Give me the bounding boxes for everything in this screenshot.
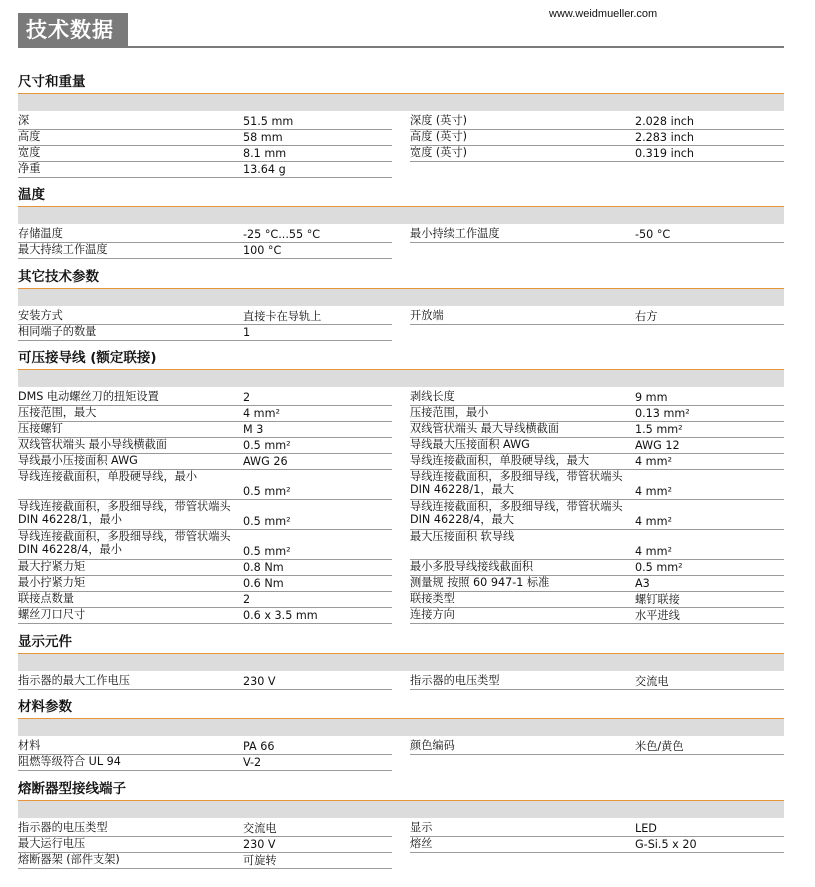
spec-value: 4 mm²: [635, 484, 672, 498]
spec-cell-right: [410, 560, 784, 576]
spec-cell-right: [410, 608, 784, 624]
section-band: [18, 289, 784, 306]
spec-section: [18, 347, 784, 624]
spec-label: 联接类型: [410, 592, 455, 605]
spec-value: G-Si.5 x 20: [635, 837, 697, 851]
spec-cell-right: [410, 406, 784, 422]
spec-cell-left: [18, 821, 392, 837]
spec-value: 交流电: [243, 821, 277, 835]
spec-value: 可旋转: [243, 853, 277, 867]
spec-section: [18, 696, 784, 771]
spec-value: -50 °C: [635, 227, 671, 241]
spec-value: 230 V: [243, 674, 276, 688]
spec-value: 0.6 Nm: [243, 576, 284, 590]
spec-cell-right: [410, 114, 784, 130]
spec-cell-right: [410, 438, 784, 454]
section-band: [18, 801, 784, 818]
spec-cell-left: [18, 422, 392, 438]
spec-value: 9 mm: [635, 390, 668, 404]
section-title: 显示元件: [18, 631, 784, 654]
spec-cell-right: [410, 146, 784, 162]
spec-label: 双线管状端头 最大导线横截面: [410, 422, 559, 435]
section-title: 材料参数: [18, 696, 784, 719]
website-url[interactable]: www.weidmueller.com: [549, 8, 658, 20]
spec-label: 安装方式: [18, 309, 63, 322]
spec-value: LED: [635, 821, 657, 835]
spec-cell-left: [18, 530, 392, 560]
spec-label: 熔断器架 (部件支架): [18, 853, 120, 866]
spec-value: 58 mm: [243, 130, 283, 144]
spec-label: 压接范围，最大: [18, 406, 97, 419]
spec-label: 宽度 (英寸): [410, 146, 468, 159]
spec-row: [18, 162, 784, 178]
spec-label: 相同端子的数量: [18, 325, 97, 338]
spec-cell-right: [410, 162, 784, 178]
spec-label: 显示: [410, 821, 433, 834]
spec-row: [18, 454, 784, 470]
spec-row: [18, 406, 784, 422]
spec-cell-right: [410, 130, 784, 146]
spec-cell-right: [410, 243, 784, 259]
spec-cell-left: [18, 406, 392, 422]
spec-cell-left: [18, 674, 392, 690]
spec-label: 最大压接面积 软导线: [410, 530, 515, 543]
spec-cell-left: [18, 162, 392, 178]
section-band: [18, 719, 784, 736]
spec-row: [18, 114, 784, 130]
spec-row: [18, 576, 784, 592]
spec-label: 熔丝: [410, 837, 433, 850]
spec-section: [18, 778, 784, 869]
spec-cell-left: [18, 470, 392, 500]
spec-value: 0.5 mm²: [243, 544, 291, 558]
spec-label: 最小拧紧力矩: [18, 576, 86, 589]
spec-row: [18, 674, 784, 690]
spec-value: 直接卡在导轨上: [243, 309, 322, 323]
spec-label: 导线连接截面积，多股细导线，带管状端头 DIN 46228/1，最大: [410, 470, 623, 496]
spec-label: 导线最小压接面积 AWG: [18, 454, 138, 467]
spec-cell-right: [410, 227, 784, 243]
spec-value: PA 66: [243, 739, 275, 753]
spec-cell-left: [18, 592, 392, 608]
spec-value: 0.5 mm²: [243, 514, 291, 528]
spec-row: [18, 821, 784, 837]
spec-label: 测量规 按照 60 947-1 标准: [410, 576, 550, 589]
spec-row: [18, 853, 784, 869]
spec-row: [18, 309, 784, 325]
spec-value: 2.028 inch: [635, 114, 695, 128]
spec-cell-left: [18, 755, 392, 771]
spec-cell-right: [410, 576, 784, 592]
spec-label: 导线连接截面积，多股细导线，带管状端头 DIN 46228/4，最大: [410, 500, 623, 526]
spec-label: 材料: [18, 739, 41, 752]
spec-cell-left: [18, 454, 392, 470]
spec-value: 0.5 mm²: [243, 484, 291, 498]
spec-cell-left: [18, 146, 392, 162]
spec-cell-left: [18, 438, 392, 454]
section-band: [18, 370, 784, 387]
spec-label: 阻燃等级符合 UL 94: [18, 755, 121, 768]
spec-cell-right: [410, 454, 784, 470]
spec-label: 导线最大压接面积 AWG: [410, 438, 530, 451]
spec-cell-left: [18, 576, 392, 592]
spec-value: 0.6 x 3.5 mm: [243, 608, 318, 622]
spec-value: 2: [243, 592, 251, 606]
spec-row: [18, 146, 784, 162]
spec-label: 压接螺钉: [18, 422, 63, 435]
spec-label: 最大拧紧力矩: [18, 560, 86, 573]
spec-label: 最小多股导线接线截面积: [410, 560, 534, 573]
spec-cell-left: [18, 500, 392, 530]
spec-value: 1: [243, 325, 251, 339]
spec-row: [18, 470, 784, 500]
spec-row: [18, 130, 784, 146]
spec-row: [18, 390, 784, 406]
spec-value: 0.5 mm²: [243, 438, 291, 452]
spec-cell-left: [18, 853, 392, 869]
spec-cell-right: [410, 592, 784, 608]
spec-value: V-2: [243, 755, 262, 769]
spec-value: 交流电: [635, 674, 669, 688]
spec-label: 剥线长度: [410, 390, 455, 403]
spec-label: 指示器的电压类型: [410, 674, 500, 687]
spec-row: [18, 500, 784, 530]
spec-value: M 3: [243, 422, 264, 436]
spec-value: -25 °C...55 °C: [243, 227, 321, 241]
spec-row: [18, 592, 784, 608]
spec-value: 100 °C: [243, 243, 282, 257]
spec-label: 深度 (英寸): [410, 114, 468, 127]
spec-row: [18, 837, 784, 853]
spec-value: 1.5 mm²: [635, 422, 683, 436]
spec-label: 导线连接截面积，多股细导线，带管状端头 DIN 46228/4，最小: [18, 530, 231, 556]
spec-cell-right: [410, 674, 784, 690]
spec-value: 4 mm²: [243, 406, 280, 420]
spec-row: [18, 325, 784, 341]
section-title: 其它技术参数: [18, 266, 784, 289]
section-band: [18, 94, 784, 111]
spec-section: [18, 184, 784, 259]
spec-value: 230 V: [243, 837, 276, 851]
spec-label: 高度 (英寸): [410, 130, 468, 143]
spec-label: 双线管状端头 最小导线横截面: [18, 438, 167, 451]
spec-value: A3: [635, 576, 650, 590]
spec-cell-right: [410, 390, 784, 406]
spec-cell-right: [410, 500, 784, 530]
section-title: 温度: [18, 184, 784, 207]
spec-value: 水平进线: [635, 608, 680, 622]
page-title: 技术数据: [18, 13, 128, 47]
spec-value: 米色/黄色: [635, 739, 684, 753]
spec-value: 8.1 mm: [243, 146, 287, 160]
spec-cell-left: [18, 243, 392, 259]
spec-cell-left: [18, 114, 392, 130]
section-title: 可压接导线 (额定联接): [18, 347, 784, 370]
header-divider: [18, 46, 784, 48]
spec-row: [18, 739, 784, 755]
spec-label: 高度: [18, 130, 41, 143]
spec-value: 4 mm²: [635, 514, 672, 528]
spec-value: 0.5 mm²: [635, 560, 683, 574]
spec-label: 导线连接截面积，单股硬导线，最小: [18, 470, 198, 483]
spec-label: 压接范围，最小: [410, 406, 489, 419]
spec-label: 宽度: [18, 146, 41, 159]
spec-value: 0.13 mm²: [635, 406, 690, 420]
spec-label: DMS 电动螺丝刀的扭矩设置: [18, 390, 159, 403]
spec-cell-right: [410, 470, 784, 500]
spec-section: [18, 631, 784, 690]
spec-label: 最大持续工作温度: [18, 243, 108, 256]
spec-cell-right: [410, 837, 784, 853]
spec-cell-left: [18, 390, 392, 406]
spec-label: 导线连接截面积，单股硬导线，最大: [410, 454, 590, 467]
spec-label: 联接点数量: [18, 592, 74, 605]
spec-section: [18, 266, 784, 341]
spec-cell-right: [410, 530, 784, 560]
spec-cell-right: [410, 325, 784, 341]
spec-cell-right: [410, 853, 784, 869]
spec-row: [18, 422, 784, 438]
spec-cell-left: [18, 739, 392, 755]
spec-row: [18, 227, 784, 243]
spec-row: [18, 243, 784, 259]
spec-label: 开放端: [410, 309, 444, 322]
spec-label: 指示器的电压类型: [18, 821, 108, 834]
spec-row: [18, 438, 784, 454]
spec-label: 指示器的最大工作电压: [18, 674, 130, 687]
spec-label: 连接方向: [410, 608, 455, 621]
spec-cell-right: [410, 821, 784, 837]
spec-cell-right: [410, 739, 784, 755]
spec-label: 螺丝刀口尺寸: [18, 608, 86, 621]
spec-value: 4 mm²: [635, 454, 672, 468]
section-band: [18, 654, 784, 671]
spec-value: 螺钉联接: [635, 592, 680, 606]
spec-value: 2.283 inch: [635, 130, 695, 144]
spec-section: [18, 71, 784, 178]
spec-label: 最大运行电压: [18, 837, 86, 850]
spec-label: 最小持续工作温度: [410, 227, 500, 240]
spec-row: [18, 530, 784, 560]
spec-value: 2: [243, 390, 251, 404]
spec-value: 右方: [635, 309, 658, 323]
spec-cell-left: [18, 608, 392, 624]
spec-value: 0.8 Nm: [243, 560, 284, 574]
spec-label: 导线连接截面积，多股细导线，带管状端头 DIN 46228/1，最小: [18, 500, 231, 526]
section-band: [18, 207, 784, 224]
spec-value: 13.64 g: [243, 162, 286, 176]
spec-cell-left: [18, 227, 392, 243]
spec-row: [18, 608, 784, 624]
spec-value: 4 mm²: [635, 544, 672, 558]
spec-cell-left: [18, 560, 392, 576]
spec-value: 51.5 mm: [243, 114, 294, 128]
spec-cell-left: [18, 309, 392, 325]
spec-cell-right: [410, 755, 784, 771]
spec-row: [18, 755, 784, 771]
spec-value: 0.319 inch: [635, 146, 695, 160]
spec-cell-right: [410, 309, 784, 325]
spec-cell-left: [18, 130, 392, 146]
spec-cell-right: [410, 422, 784, 438]
spec-value: AWG 12: [635, 438, 680, 452]
section-title: 熔断器型接线端子: [18, 778, 784, 801]
spec-label: 存储温度: [18, 227, 63, 240]
spec-cell-left: [18, 325, 392, 341]
spec-value: AWG 26: [243, 454, 288, 468]
spec-label: 深: [18, 114, 30, 127]
spec-cell-left: [18, 837, 392, 853]
section-title: 尺寸和重量: [18, 71, 784, 94]
spec-label: 颜色编码: [410, 739, 455, 752]
spec-row: [18, 560, 784, 576]
spec-label: 净重: [18, 162, 41, 175]
